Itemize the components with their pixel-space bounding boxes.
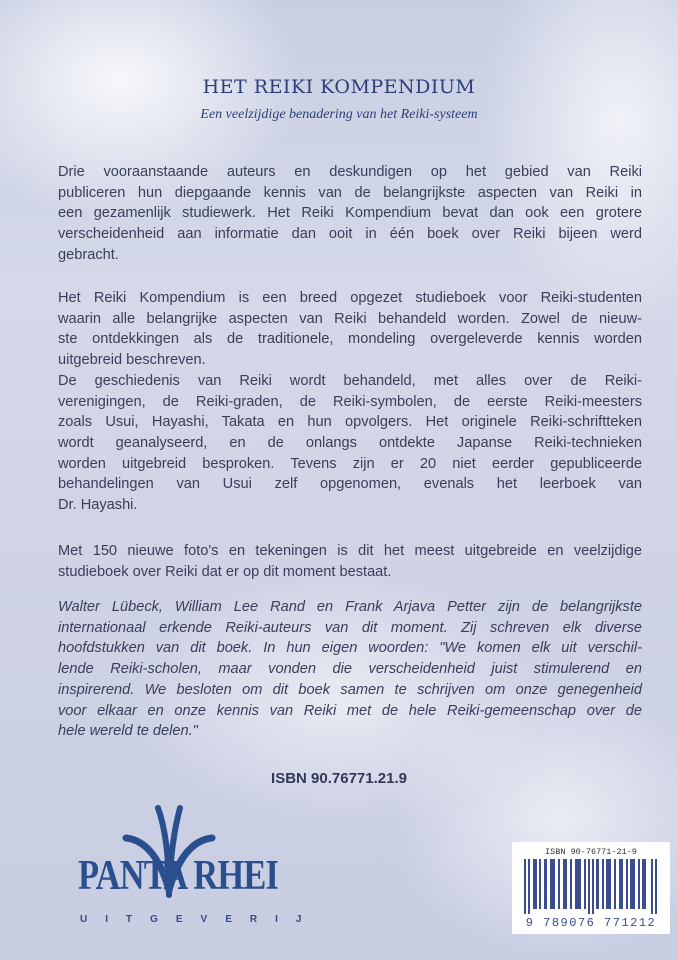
text-line: een gezamenlijk studiewerk. Het Reiki Kompendium bevat dan ook een grotere bbox=[58, 205, 642, 222]
text-line: hoofdstukken van dit boek. In hun eigen woorden: "We komen elk uit verschil- bbox=[58, 640, 642, 657]
text-line: waarin alle belangrijke aspecten van Reiki behandeld worden. Zowel de nieuw- bbox=[58, 310, 642, 327]
barcode bbox=[512, 842, 670, 934]
barcode-number: 9 789076 771212 bbox=[525, 916, 657, 930]
text-line: Het Reiki Kompendium is een breed opgezet studieboek voor Reiki-studenten bbox=[58, 290, 642, 306]
book-subtitle: Een veelzijdige benadering van het Reiki-systeem bbox=[200, 107, 478, 122]
text-line: studieboek over Reiki dat er op dit moment bestaat. bbox=[58, 563, 392, 580]
publisher-subtitle: UITGEVERIJ bbox=[80, 914, 320, 925]
text-line: voor elkaar en onze kennis van Reiki met de hele Reiki-gemeenschap over de bbox=[58, 702, 642, 719]
publisher-name: PANTA RHEI bbox=[78, 853, 279, 899]
isbn-text: ISBN 90.76771.21.9 bbox=[271, 770, 407, 787]
text-line: Walter Lübeck, William Lee Rand en Frank Arjava Petter zijn de belangrijkste bbox=[58, 599, 642, 615]
text-line: publiceren hun diepgaande kennis van de belangrijkste aspecten van Reiki in bbox=[58, 184, 642, 201]
paragraph-authors bbox=[58, 597, 642, 742]
text-line: verscheidenheid aan informatie dan ooit in één boek over Reiki bijeen werd bbox=[58, 226, 642, 243]
text-line: Dr. Hayashi. bbox=[58, 497, 138, 514]
text-line: lende Reiki-scholen, maar vonden die verscheidenheid juist stimulerend en bbox=[58, 661, 642, 678]
text-line: behandelingen van Usui zelf opgenomen, evenals het leerboek van bbox=[58, 476, 642, 493]
text-line: wordt geanalyseerd, en de onlangs ontdekte Japanse Reiki-technieken bbox=[58, 434, 642, 451]
text-line: gebracht. bbox=[58, 246, 119, 263]
text-line: verenigingen, de Reiki-graden, de Reiki-symbolen, de eerste Reiki-meesters bbox=[58, 393, 642, 410]
paragraph-photos bbox=[58, 541, 642, 582]
text-line: De geschiedenis van Reiki wordt behandeld, met alles over de Reiki- bbox=[58, 372, 642, 389]
text-line: ste ontdekkingen als de traditionele, mondeling overgeleverde kennis worden bbox=[58, 331, 642, 348]
text-line: internationaal erkende Reiki-auteurs van dit moment. Zij schreven elk diverse bbox=[58, 619, 642, 636]
text-line: uitgebreid beschreven. bbox=[58, 352, 206, 369]
text-line: zoals Usui, Hayashi, Takata en hun opvolgers. Het originele Reiki-schriftteken bbox=[58, 414, 642, 431]
text-line: Met 150 nieuwe foto's en tekeningen is dit het meest uitgebreide en veelzijdige bbox=[58, 543, 642, 559]
text-line: Drie vooraanstaande auteurs en deskundigen op het gebied van Reiki bbox=[58, 164, 642, 180]
text-line: worden uitgebreid besproken. Tevens zijn er 20 niet eerder gepubliceerde bbox=[58, 455, 642, 472]
paragraph-overview bbox=[58, 288, 642, 516]
paragraph-intro bbox=[58, 162, 642, 266]
barcode-bars bbox=[524, 859, 658, 914]
publisher-logo bbox=[78, 800, 320, 935]
text-line: inspirerend. We besloten om dit boek samen te schrijven om onze genegenheid bbox=[58, 681, 642, 698]
text-line: hele wereld te delen." bbox=[58, 723, 198, 740]
barcode-isbn: ISBN 90-76771-21-9 bbox=[545, 847, 637, 857]
book-title: HET REIKI KOMPENDIUM bbox=[202, 76, 476, 98]
